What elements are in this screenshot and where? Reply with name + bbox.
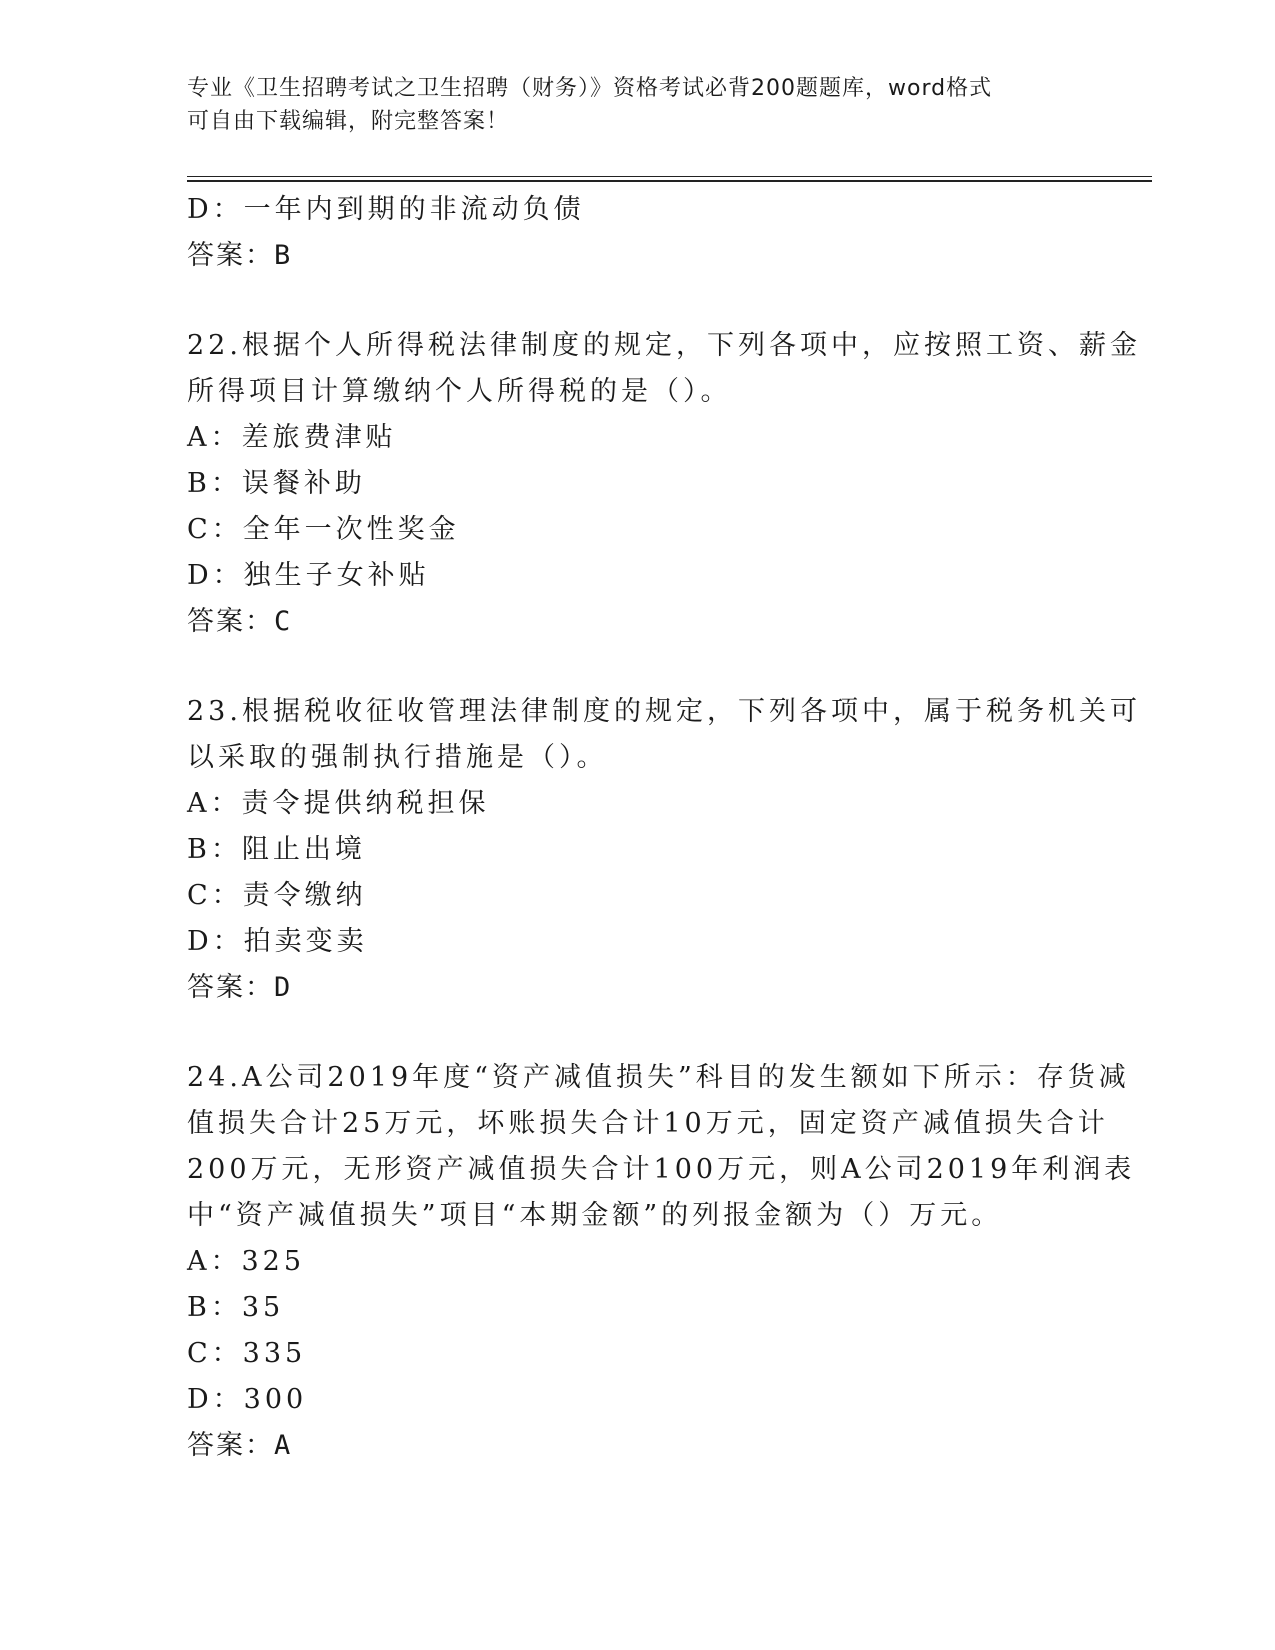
answer xyxy=(187,965,1087,1011)
answer xyxy=(187,599,1087,645)
option-d: D：拍卖变卖 xyxy=(187,926,368,957)
option-c: C：全年一次性奖金 xyxy=(187,514,460,545)
option-c: C：责令缴纳 xyxy=(187,880,367,911)
stem-line: 200万元，无形资产减值损失合计100万元，则A公司2019年利润表 xyxy=(187,1154,1136,1185)
option-b: B：35 xyxy=(187,1292,285,1323)
stem-line: 以采取的强制执行措施是（）。 xyxy=(187,742,608,773)
option-b: B：误餐补助 xyxy=(187,468,366,499)
option-a: A：责令提供纳税担保 xyxy=(187,788,490,819)
question-gap xyxy=(187,279,1087,323)
question-stem xyxy=(187,1055,1136,1239)
option-d: D：一年内到期的非流动负债 xyxy=(187,194,585,225)
question-22 xyxy=(187,323,1141,645)
stem-line: 24.A公司2019年度“资产减值损失”科目的发生额如下所示：存货减 xyxy=(187,1062,1130,1093)
answer xyxy=(187,233,1087,279)
answer-label: 答案： xyxy=(187,972,274,1003)
stem-line: 22.根据个人所得税法律制度的规定，下列各项中，应按照工资、薪金 xyxy=(187,330,1141,361)
question-stem xyxy=(187,323,1141,415)
question-gap xyxy=(187,645,1087,689)
header-divider xyxy=(187,176,1152,182)
stem-line: 中“资产减值损失”项目“本期金额”的列报金额为（）万元。 xyxy=(187,1200,1003,1231)
header-line-1: 专业《卫生招聘考试之卫生招聘（财务）》资格考试必背200题题库，word格式 xyxy=(187,76,993,101)
option-b: B：阻止出境 xyxy=(187,834,366,865)
answer-value: B xyxy=(274,240,293,271)
question-23 xyxy=(187,689,1141,1011)
header-line-2: 可自由下载编辑，附完整答案！ xyxy=(187,109,510,134)
answer-value: C xyxy=(274,606,293,637)
answer-label: 答案： xyxy=(187,1430,274,1461)
question-24 xyxy=(187,1055,1136,1469)
question-stem xyxy=(187,689,1141,781)
answer-value: A xyxy=(274,1430,293,1461)
document-header xyxy=(187,72,1067,138)
answer-value: D xyxy=(274,972,293,1003)
option-a: A：差旅费津贴 xyxy=(187,422,397,453)
question-list xyxy=(187,187,1141,1469)
option-d: D：300 xyxy=(187,1384,308,1415)
option-d: D：独生子女补贴 xyxy=(187,560,430,591)
answer-label: 答案： xyxy=(187,606,274,637)
answer-label: 答案： xyxy=(187,240,274,271)
option-c: C：335 xyxy=(187,1338,307,1369)
answer xyxy=(187,1423,1087,1469)
option-a: A：325 xyxy=(187,1246,306,1277)
question-21 xyxy=(187,187,1087,279)
stem-line: 值损失合计25万元，坏账损失合计10万元，固定资产减值损失合计 xyxy=(187,1108,1109,1139)
question-gap xyxy=(187,1011,1087,1055)
stem-line: 所得项目计算缴纳个人所得税的是（）。 xyxy=(187,376,732,407)
stem-line: 23.根据税收征收管理法律制度的规定，下列各项中，属于税务机关可 xyxy=(187,696,1141,727)
